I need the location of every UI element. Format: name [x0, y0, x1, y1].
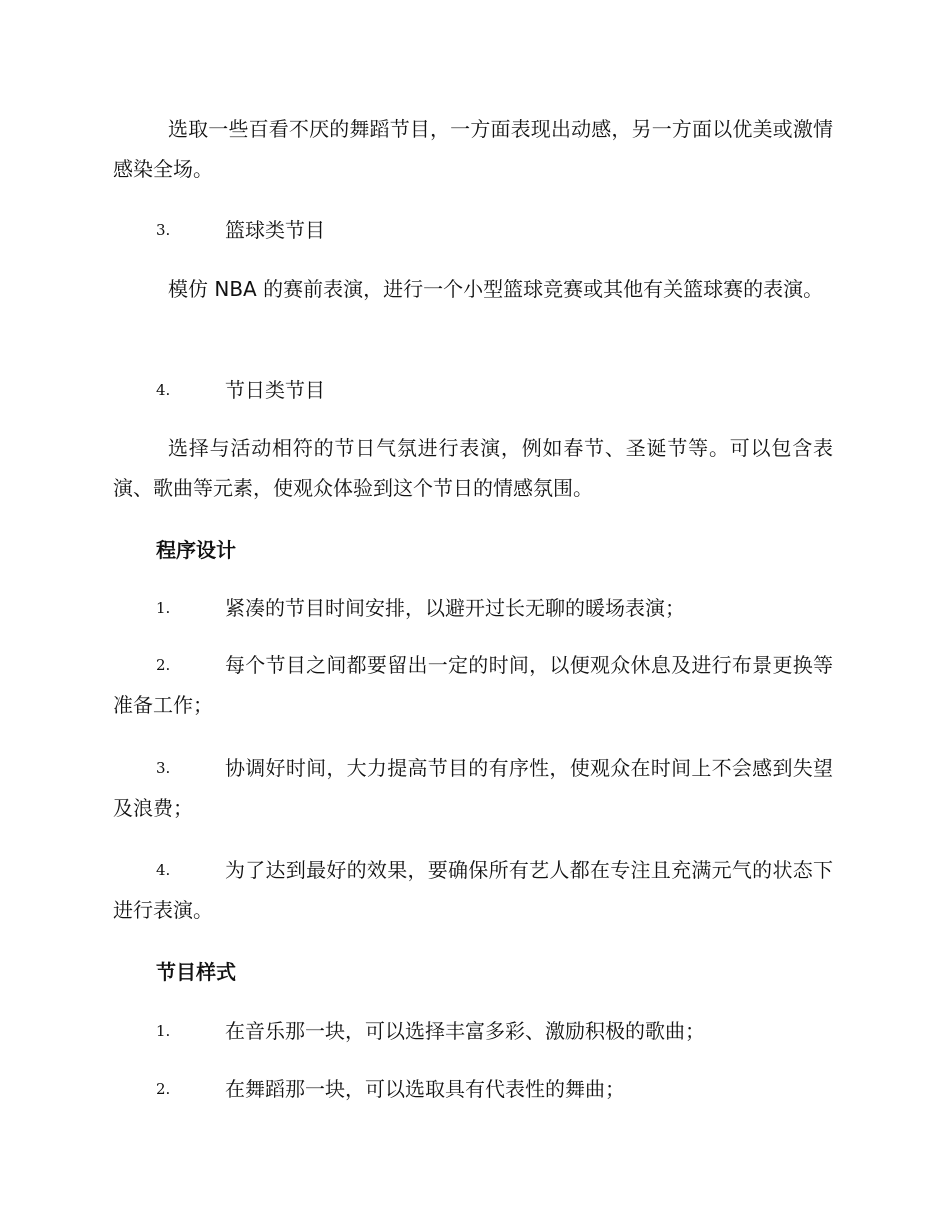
paragraph-basketball: 模仿 NBA 的赛前表演，进行一个小型篮球竞赛或其他有关篮球赛的表演。: [168, 277, 824, 301]
list-item-performers: [113, 850, 833, 930]
paragraph-dance-programs: 选取一些百看不厌的舞蹈节目，一方面表现出动感，另一方面以优美或激情感染全场。: [113, 117, 833, 181]
paragraph-festival: 选择与活动相符的节日气氛进行表演，例如春节、圣诞节等。可以包含表演、歌曲等元素，使观众体验到这个节日的情感氛围。: [113, 436, 833, 500]
list-item-text: 篮球类节目: [225, 218, 325, 242]
list-item-text: 在舞蹈那一块，可以选取具有代表性的舞曲；: [225, 1077, 625, 1101]
list-item-music: [113, 1011, 833, 1051]
list-number: 3.: [156, 759, 171, 777]
list-item-text: 在音乐那一块，可以选择丰富多彩、激励积极的歌曲；: [225, 1019, 705, 1043]
list-number: 1.: [156, 599, 171, 617]
list-number: 4.: [156, 381, 171, 399]
list-number: 1.: [156, 1022, 171, 1040]
list-number: 4.: [156, 861, 171, 879]
list-item-intervals: [113, 645, 833, 725]
list-item-coordination: [113, 748, 833, 828]
list-item-text: 协调好时间，大力提高节目的有序性，使观众在时间上不会感到失望及浪费；: [113, 756, 833, 820]
section-heading-program-styles: 节目样式: [156, 960, 236, 984]
list-item-basketball: [113, 210, 833, 250]
list-item-schedule: [113, 588, 833, 628]
list-item-festival: [113, 370, 833, 410]
list-number: 2.: [156, 656, 171, 674]
list-item-text: 紧凑的节目时间安排，以避开过长无聊的暖场表演；: [225, 596, 685, 620]
list-item-text: 节日类节目: [225, 378, 325, 402]
list-item-dance: [113, 1069, 833, 1109]
list-item-text: 为了达到最好的效果，要确保所有艺人都在专注且充满元气的状态下进行表演。: [113, 858, 833, 922]
list-item-text: 每个节目之间都要留出一定的时间，以便观众休息及进行布景更换等准备工作；: [113, 653, 833, 717]
section-heading-program-design: 程序设计: [156, 538, 236, 562]
list-number: 3.: [156, 221, 171, 239]
list-number: 2.: [156, 1080, 171, 1098]
